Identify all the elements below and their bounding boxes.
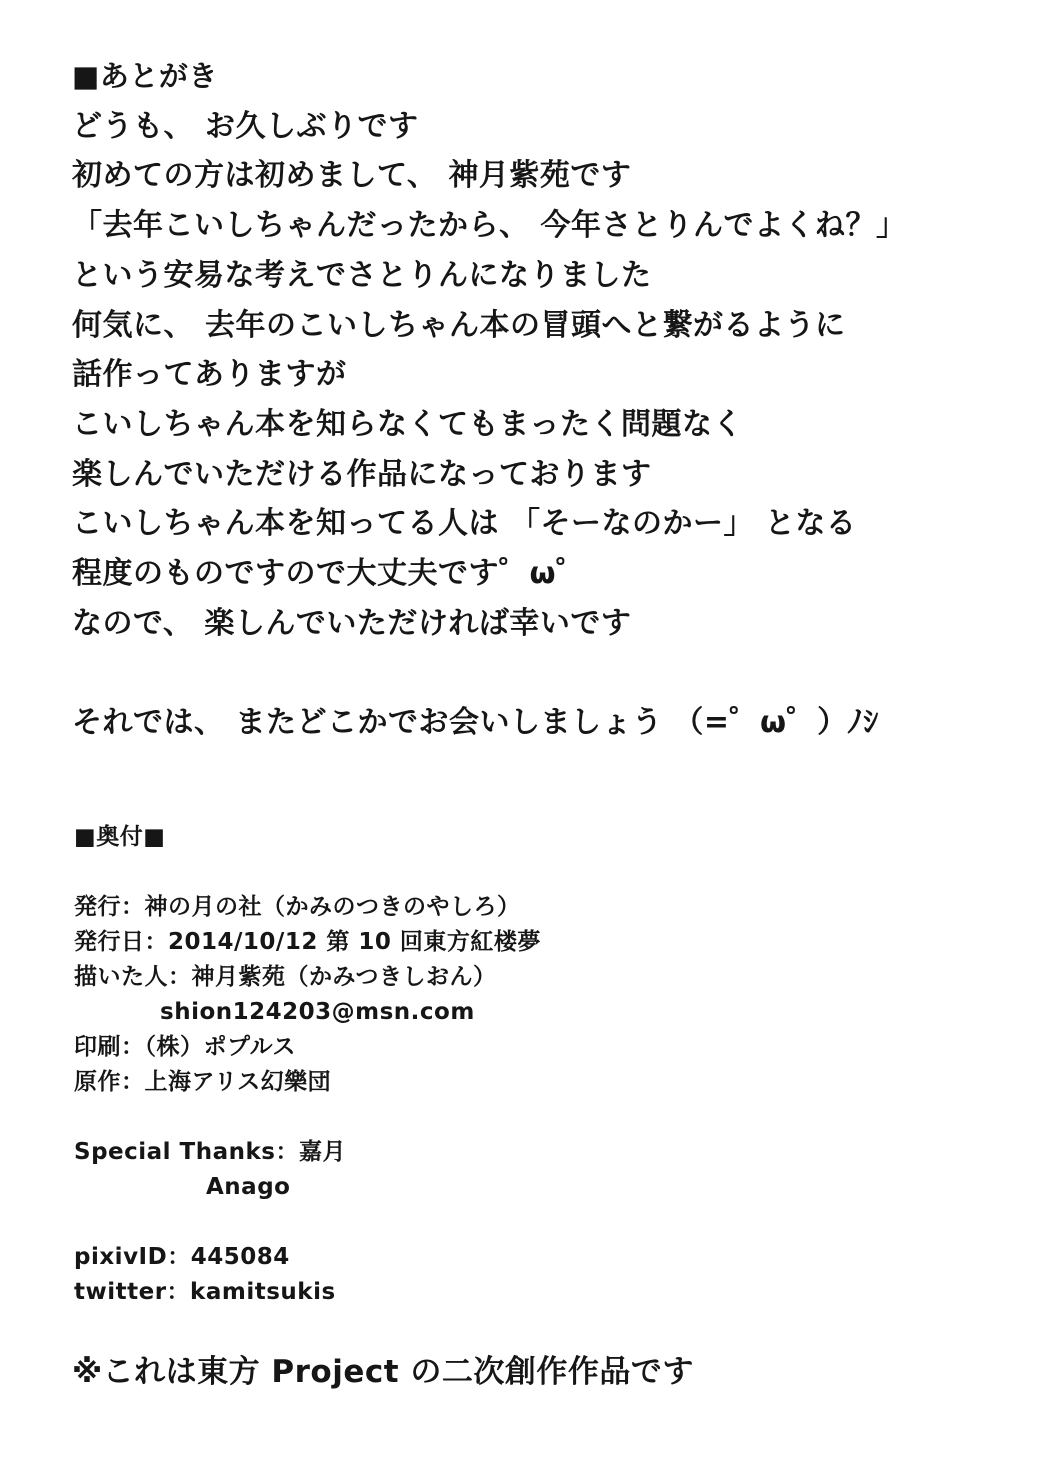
blank-line <box>72 648 906 698</box>
colophon-email: shion124203@msn.com <box>160 999 475 1025</box>
afterword-line: という安易な考えでさとりんになりました <box>72 257 652 293</box>
afterword-closing-line: それでは、 またどこかでお会いしましょう （=゜ω゜）ﾉｼ <box>72 705 879 741</box>
colophon-special-thanks-2: Anago <box>206 1174 291 1200</box>
afterword-line: こいしちゃん本を知ってる人は 「そーなのかー」 となる <box>72 506 857 542</box>
colophon-original-work: 原作：上海アリス幻樂団 <box>74 1069 332 1095</box>
colophon-publisher: 発行：神の月の社（かみのつきのやしろ） <box>74 894 521 920</box>
colophon-pixiv-id: pixivID：445084 <box>74 1244 290 1270</box>
colophon-publish-date: 発行日：2014/10/12 第 10 回東方紅楼夢 <box>74 929 541 955</box>
colophon-heading: ■奥付■ <box>74 824 166 850</box>
colophon-twitter: twitter：kamitsukis <box>74 1279 336 1305</box>
afterword-line: 「去年こいしちゃんだったから、 今年さとりんでよくね？」 <box>72 208 907 244</box>
colophon-printer: 印刷：（株）ポプルス <box>74 1034 296 1060</box>
afterword-line: 楽しんでいただける作品になっております <box>72 456 652 492</box>
afterword-line: 程度のものですので大丈夫です゜ω゜ <box>72 556 587 592</box>
afterword-line: なので、 楽しんでいただければ幸いです <box>72 605 632 641</box>
afterword-line: 話作ってありますが <box>72 357 347 393</box>
afterword-line: どうも、 お久しぶりです <box>72 108 419 144</box>
derivative-work-disclaimer: ※これは東方 Project の二次創作作品です <box>72 1354 694 1390</box>
colophon-special-thanks: Special Thanks：嘉月 <box>74 1139 347 1165</box>
afterword-section <box>72 52 906 748</box>
blank-line <box>74 1205 541 1240</box>
afterword-line: こいしちゃん本を知らなくてもまったく問題なく <box>72 406 743 442</box>
blank-line <box>74 1100 541 1135</box>
colophon-artist: 描いた人：神月紫苑（かみつきしおん） <box>74 964 497 990</box>
blank-line <box>74 855 541 890</box>
afterword-line: 初めての方は初めまして、 神月紫苑です <box>72 158 632 194</box>
afterword-heading: ■あとがき <box>72 59 218 93</box>
colophon-section <box>74 820 541 1310</box>
afterword-line: 何気に、 去年のこいしちゃん本の冒頭へと繋がるように <box>72 307 846 343</box>
